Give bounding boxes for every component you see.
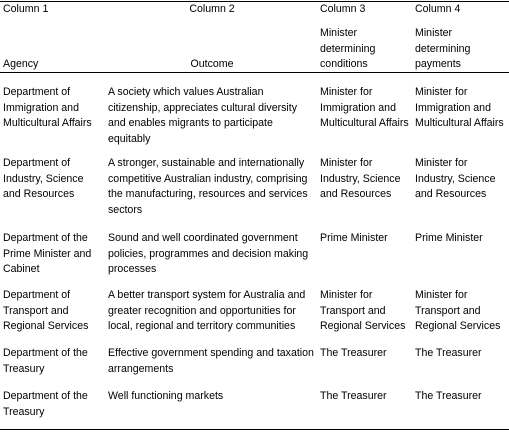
conditions-minister-cell: Prime Minister [320,232,388,244]
outcome-cell: Effective government spending and taxation arrangements [108,347,314,375]
payments-minister-cell: Minister for Industry, Science and Resources [415,157,496,200]
column-1-title: Column 1 [3,3,49,15]
agency-cell: Department of the Treasury [3,347,88,375]
payments-minister-cell: Minister for Transport and Regional Services [415,289,501,332]
payments-minister-cell: The Treasurer [415,347,482,359]
column-4-label: Minister determining payments [415,27,471,70]
payments-minister-cell: Minister for Immigration and Multicultural Affairs [415,86,504,129]
agency-cell: Department of Transport and Regional Services [3,289,89,332]
outcome-cell: A better transport system for Australia and greater recognition and opportunities for local, regional and territory communities [108,289,306,332]
column-1-label: Agency [3,58,39,70]
outcome-cell: Sound and well coordinated government policies, programmes and decision making processes [108,232,309,275]
outcome-cell: A society which values Australian citizenship, appreciates cultural diversity and enables migrants to participate equitably [108,86,298,145]
outcome-cell: Well functioning markets [108,390,224,402]
conditions-minister-cell: The Treasurer [320,347,387,359]
column-3-title: Column 3 [320,3,366,15]
conditions-minister-cell: Minister for Immigration and Multicultural Affairs [320,86,409,129]
column-3-label: Minister determining conditions [320,27,376,70]
column-2-title: Column 2 [189,3,235,15]
payments-minister-cell: Prime Minister [415,232,483,244]
conditions-minister-cell: Minister for Transport and Regional Services [320,289,406,332]
column-4-title: Column 4 [415,3,461,15]
column-2-label: Outcome [190,58,234,70]
conditions-minister-cell: Minister for Industry, Science and Resources [320,157,401,200]
agency-cell: Department of Immigration and Multicultural Affairs [3,86,92,129]
agency-cell: Department of Industry, Science and Resources [3,157,84,200]
table-bottom-rule [0,429,509,430]
agency-cell: Department of the Treasury [3,390,88,418]
outcome-cell: A stronger, sustainable and internationally competitive Australian industry, comprising the manufacturing, resources and services sectors [108,157,308,216]
agency-cell: Department of the Prime Minister and Cabinet [3,232,92,275]
conditions-minister-cell: The Treasurer [320,390,387,402]
payments-minister-cell: The Treasurer [415,390,482,402]
header-rule [0,72,509,73]
